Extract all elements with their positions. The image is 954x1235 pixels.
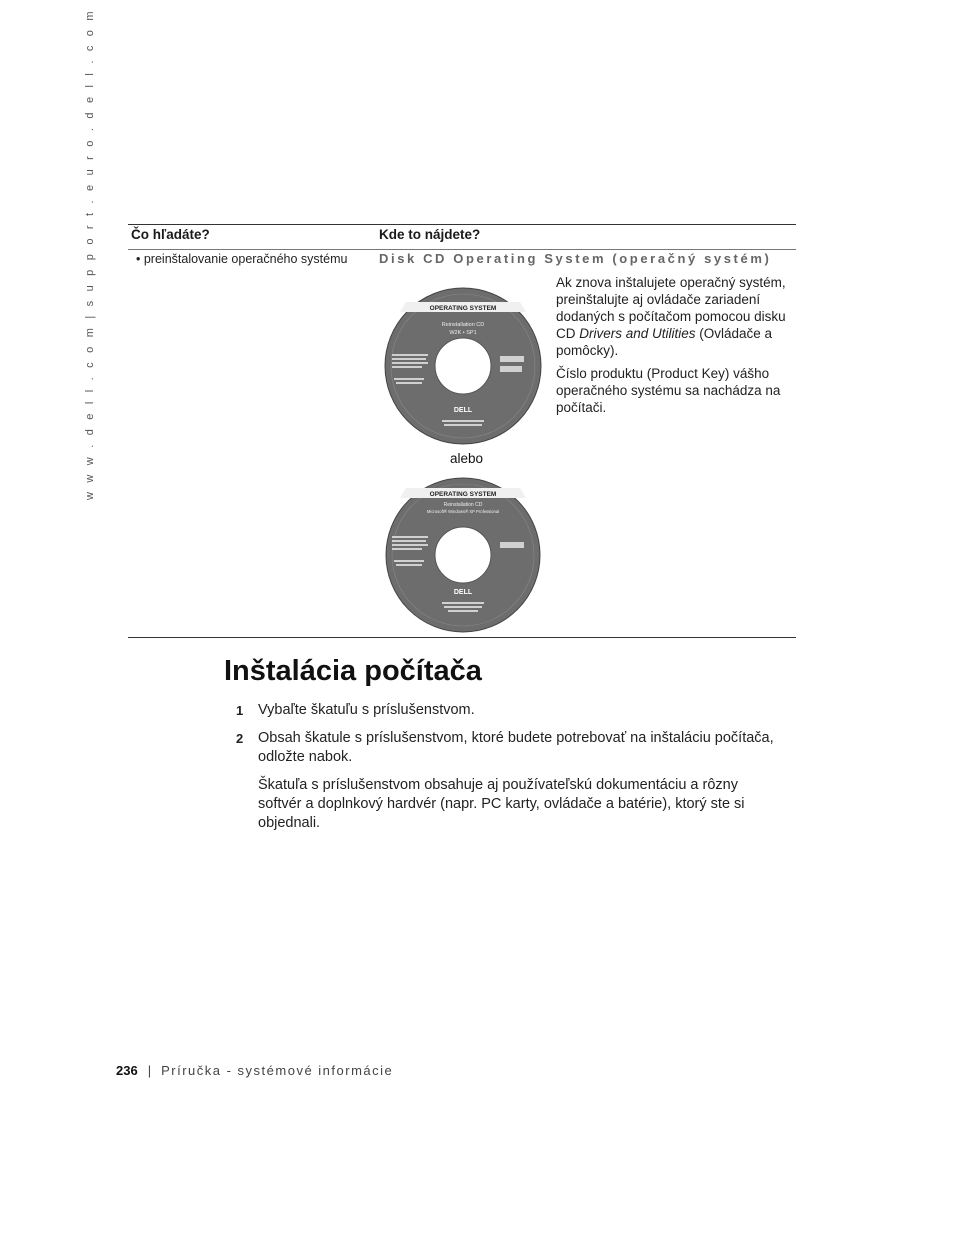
desc-p1-b: (Ovládače a pomôcky).	[556, 326, 773, 358]
cd-title: Disk CD Operating System (operačný systém)	[379, 251, 772, 266]
header-right: Kde to nájdete?	[379, 227, 481, 242]
desc-p1-a: Ak znova inštalujete operačný systém, preinštalujte aj ovládače zariadení dodaných s počítačom pomocou disku CD	[556, 275, 786, 341]
disc1-line2: W2K • SP1	[449, 330, 477, 336]
header-left: Čo hľadáte?	[131, 227, 210, 242]
desc-p1-em: Drivers and Utilities	[579, 326, 696, 341]
page-number: 236	[116, 1063, 138, 1078]
note-text: Škatuľa s príslušenstvom obsahuje aj používateľskú dokumentáciu a rôzny softvér a doplnkový hardvér (napr. PC karty, ovládače a batérie), ktorý ste si objednali.	[258, 777, 745, 831]
header-rule	[128, 249, 796, 250]
description	[556, 274, 788, 422]
section-title: Inštalácia počítača	[224, 655, 482, 687]
step-2-text: Obsah škatule s príslušenstvom, ktoré budete potrebovať na inštaláciu počítača, odložte nabok.	[258, 730, 774, 765]
disc1-line1: Reinstallation CD	[441, 322, 485, 328]
footer-title: Príručka - systémové informácie	[161, 1063, 394, 1078]
table-bottom-rule	[128, 637, 796, 638]
bullet-item: • preinštalovanie operačného systému	[136, 252, 348, 266]
alebo-label: alebo	[450, 451, 484, 466]
table-top-rule	[128, 224, 796, 225]
step-2-number: 2	[236, 731, 244, 746]
disc1-banner: OPERATING SYSTEM	[429, 305, 497, 312]
step-1-text: Vybaľte škatuľu s príslušenstvom.	[258, 702, 475, 718]
side-url: w w w . d e l l . c o m | s u p p o r t . e u r o . d e l l . c o m	[84, 8, 96, 500]
desc-paragraph-1	[556, 274, 788, 359]
disc2-logo: DELL	[453, 589, 473, 596]
disc2-line2: Microsoft® Windows® XP Professional	[426, 509, 500, 514]
cd-disc-image-1	[384, 284, 542, 446]
disc2-line1: Reinstallation CD	[443, 502, 483, 508]
page-footer	[116, 1063, 393, 1078]
footer-separator: |	[147, 1063, 152, 1078]
step-1-number: 1	[236, 703, 244, 718]
disc1-logo: DELL	[453, 407, 473, 414]
disc2-banner: OPERATING SYSTEM	[429, 491, 497, 498]
desc-paragraph-2: Číslo produktu (Product Key) vášho operačného systému sa nachádza na počítači.	[556, 366, 781, 415]
bullet-text: preinštalovanie operačného systému	[143, 252, 348, 266]
cd-disc-image-2	[384, 476, 542, 634]
